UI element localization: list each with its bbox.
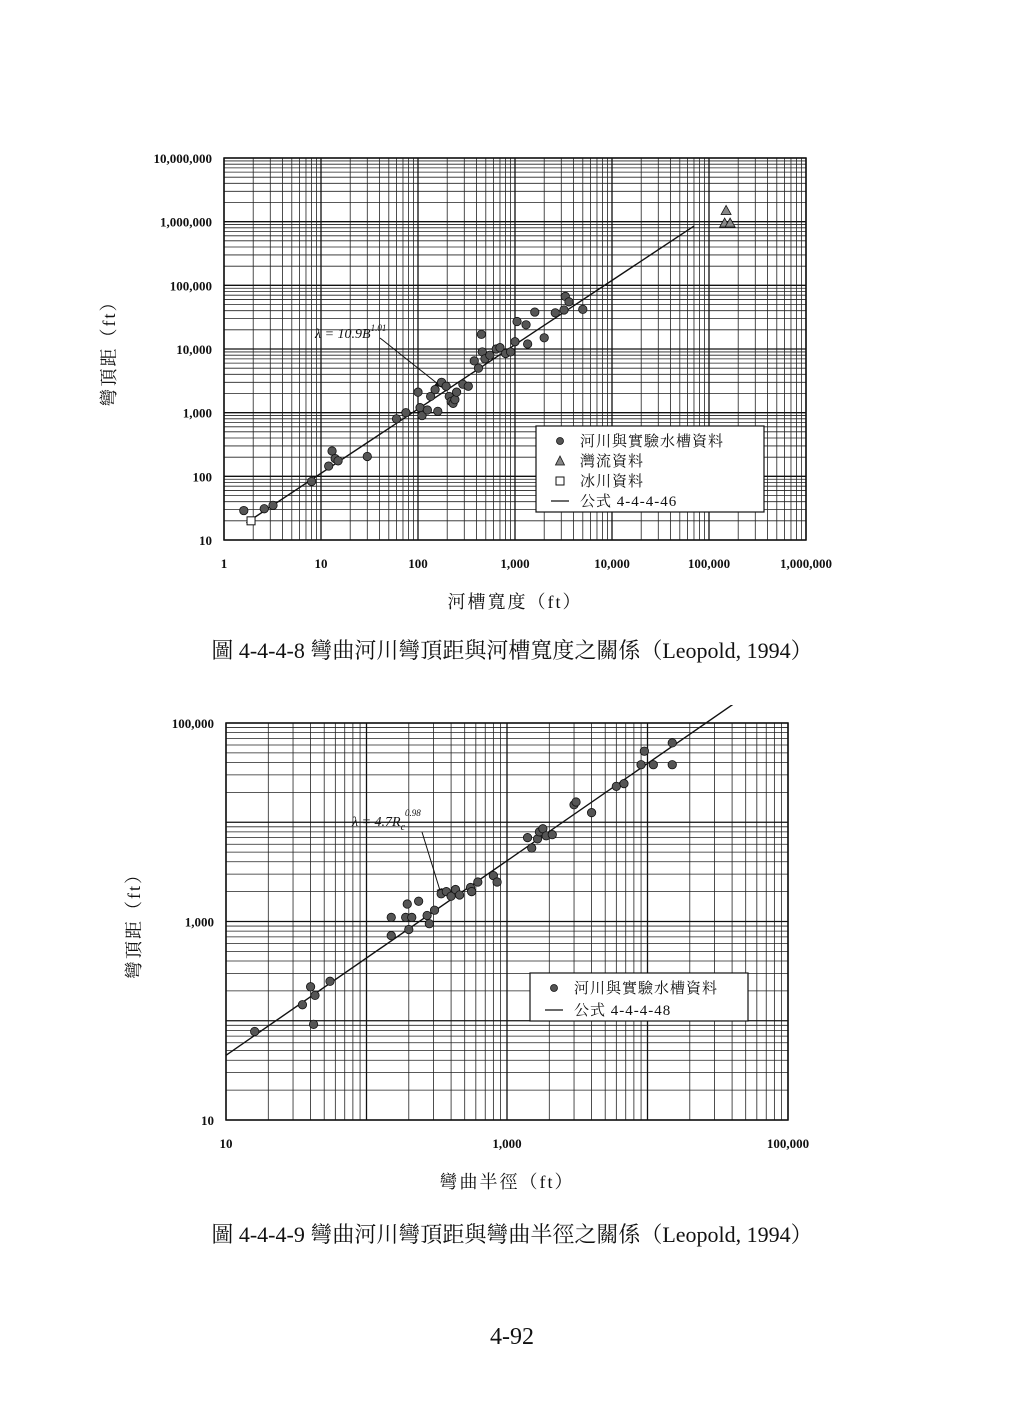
data-point [392, 415, 400, 423]
data-point [493, 878, 501, 886]
data-point [324, 462, 332, 470]
legend-label: 冰川資料 [580, 474, 645, 490]
data-point [474, 878, 482, 886]
x-axis-title: 河槽寬度（ft） [447, 592, 583, 612]
x-tick-label: 100,000 [766, 1136, 810, 1151]
x-tick-label: 10,000 [594, 556, 630, 571]
legend-marker-square [556, 477, 564, 485]
data-point [451, 395, 459, 403]
data-point [637, 761, 645, 769]
data-point [452, 388, 460, 396]
legend-label: 河川與實驗水槽資料 [580, 434, 725, 450]
data-point [620, 779, 628, 787]
y-tick-label: 10 [199, 533, 212, 548]
data-point [403, 900, 411, 908]
data-point [513, 317, 521, 325]
y-tick-label: 10,000 [176, 342, 212, 357]
legend-label: 灣流資料 [580, 454, 645, 470]
equation-main: λ = 4.7R [352, 815, 401, 830]
data-point [298, 1001, 306, 1009]
data-point [363, 452, 371, 460]
data-point [467, 887, 475, 895]
data-point [649, 761, 657, 769]
data-point [402, 408, 410, 416]
equation-main: λ = 10.9B [315, 327, 371, 342]
data-point [560, 306, 568, 314]
figure-meander-wavelength-vs-radius [0, 705, 1024, 1205]
data-point [326, 977, 334, 985]
data-point-square [247, 517, 255, 525]
legend-label: 公式 4-4-4-48 [574, 1003, 672, 1019]
data-point [250, 1027, 258, 1035]
legend-label: 河川與實驗水槽資料 [574, 981, 719, 997]
legend [536, 426, 764, 512]
legend-marker-circle [551, 985, 558, 992]
data-point [668, 761, 676, 769]
data-point [523, 340, 531, 348]
figure-meander-wavelength-vs-width [0, 140, 1024, 630]
data-point [551, 309, 559, 317]
x-tick-label: 1,000,000 [780, 556, 832, 571]
y-tick-label: 100,000 [171, 716, 214, 731]
data-point [540, 334, 548, 342]
equation-exponent: 1.01 [370, 323, 387, 333]
data-point [240, 506, 248, 514]
x-tick-label: 1,000 [492, 1136, 522, 1151]
y-axis-title: 彎頂距（ft） [99, 291, 119, 407]
x-tick-label: 1,000 [500, 556, 530, 571]
data-point [311, 991, 319, 999]
data-point [269, 501, 277, 509]
data-point [387, 913, 395, 921]
data-point [430, 906, 438, 914]
data-point [455, 891, 463, 899]
x-tick-label: 100 [408, 556, 428, 571]
data-point [612, 782, 620, 790]
data-point [307, 477, 315, 485]
data-point [486, 351, 494, 359]
equation-label [351, 808, 421, 833]
data-point [522, 321, 530, 329]
data-point [531, 308, 539, 316]
data-point [506, 348, 514, 356]
data-point [528, 844, 536, 852]
data-point [387, 931, 395, 939]
data-point [511, 338, 519, 346]
data-point [464, 382, 472, 390]
data-point [474, 364, 482, 372]
data-point [565, 298, 573, 306]
data-point [414, 388, 422, 396]
legend [530, 973, 748, 1021]
data-point [587, 808, 595, 816]
data-point [260, 505, 268, 513]
equation-arrow [422, 832, 442, 897]
data-point [334, 457, 342, 465]
data-point [414, 897, 422, 905]
x-tick-label: 100,000 [687, 556, 731, 571]
data-point [477, 330, 485, 338]
data-point [306, 983, 314, 991]
y-tick-label: 1,000 [182, 405, 212, 421]
y-tick-label: 1,000 [184, 914, 214, 930]
data-point [668, 739, 676, 747]
x-tick-label: 1 [220, 556, 228, 571]
page-number: 4-92 [490, 1324, 534, 1350]
y-axis-title: 彎頂距（ft） [124, 864, 144, 979]
x-tick-label: 10 [219, 1136, 233, 1151]
data-point [423, 406, 431, 414]
data-point [579, 305, 587, 313]
y-tick-label: 10 [201, 1113, 214, 1128]
data-point [431, 385, 439, 393]
y-tick-label: 1,000,000 [160, 214, 212, 230]
data-point [434, 407, 442, 415]
data-point [405, 925, 413, 933]
data-point [309, 1020, 317, 1028]
data-point [408, 913, 416, 921]
data-point [442, 382, 450, 390]
data-point [572, 798, 580, 806]
legend-label: 公式 4-4-4-46 [580, 494, 678, 510]
data-point [548, 830, 556, 838]
data-point-triangle [721, 205, 731, 214]
data-point [523, 833, 531, 841]
data-point [328, 447, 336, 455]
data-point [425, 920, 433, 928]
equation-exponent: 0.98 [405, 808, 421, 818]
data-point [423, 911, 431, 919]
legend-marker-circle [557, 438, 564, 445]
gridlines [226, 723, 788, 1120]
figure-caption-4-4-4-8: 圖 4-4-4-8 彎曲河川彎頂距與河槽寬度之關係（Leopold, 1994） [211, 638, 813, 663]
x-tick-label: 10 [314, 556, 328, 571]
y-tick-label: 100 [192, 469, 212, 485]
y-tick-label: 10,000,000 [153, 151, 212, 166]
equation-subscript: c [400, 822, 406, 833]
figure-caption-4-4-4-9: 圖 4-4-4-9 彎曲河川彎頂距與彎曲半徑之關係（Leopold, 1994） [211, 1222, 813, 1247]
y-tick-label: 100,000 [169, 278, 212, 294]
x-axis-title: 彎曲半徑（ft） [439, 1172, 575, 1192]
data-point [640, 747, 648, 755]
